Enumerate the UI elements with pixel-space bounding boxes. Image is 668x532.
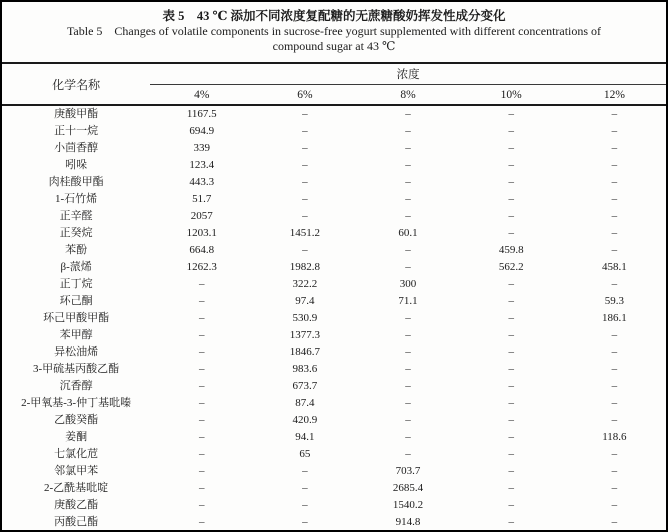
chemical-name-cell: 环己甲酸甲酯 <box>43 312 110 324</box>
table-row <box>2 378 666 395</box>
chemical-name-cell: 庚酸甲酯 <box>54 108 99 120</box>
value-cell: 1451.2 <box>289 227 321 239</box>
value-cell: – <box>405 159 411 171</box>
value-cell: 673.7 <box>292 380 318 392</box>
value-cell: – <box>302 108 308 120</box>
table-row <box>2 123 666 140</box>
value-cell: – <box>508 159 514 171</box>
table-row <box>2 259 666 276</box>
value-cell: – <box>302 159 308 171</box>
value-cell: – <box>405 431 411 443</box>
value-cell: 87.4 <box>295 397 315 409</box>
table-row <box>2 429 666 446</box>
table-row <box>2 497 666 514</box>
value-cell: – <box>611 244 618 256</box>
value-cell: 458.1 <box>602 261 627 273</box>
value-cell: 186.1 <box>602 312 627 324</box>
value-cell: – <box>199 295 205 307</box>
value-cell: – <box>302 210 308 222</box>
value-cell: – <box>405 363 411 375</box>
value-cell: – <box>302 193 308 205</box>
chemical-name-cell: 正丁烷 <box>59 278 93 290</box>
value-cell: 459.8 <box>498 244 524 256</box>
chemical-name-cell: 异松油烯 <box>54 346 99 358</box>
table-row <box>2 327 666 344</box>
chemical-name-cell: 小茴香醇 <box>54 142 99 154</box>
chemical-name-cell: 正辛醛 <box>59 210 93 222</box>
table-row <box>2 293 666 310</box>
value-cell: 123.4 <box>189 159 215 171</box>
value-cell: 664.8 <box>189 244 215 256</box>
value-cell: – <box>611 380 618 392</box>
chemical-name-cell: β-蒎烯 <box>60 261 92 273</box>
value-cell: – <box>508 125 514 137</box>
value-cell: – <box>611 482 618 494</box>
table-row <box>2 105 666 123</box>
value-cell: – <box>611 397 618 409</box>
chemical-name-cell: 庚酸乙酯 <box>54 499 99 511</box>
chemical-name-cell: 姜酮 <box>65 431 88 443</box>
table-row <box>2 157 666 174</box>
value-cell: – <box>508 397 514 409</box>
table-row <box>2 480 666 497</box>
value-cell: – <box>405 108 411 120</box>
table-row <box>2 395 666 412</box>
table-title-en-line2: compound sugar at 43 ℃ <box>272 39 396 53</box>
value-cell: 51.7 <box>192 193 212 205</box>
value-cell: – <box>199 346 205 358</box>
value-cell: 2057 <box>190 210 213 222</box>
table-row <box>2 344 666 361</box>
value-cell: – <box>199 448 205 460</box>
value-cell: – <box>508 482 514 494</box>
value-cell: – <box>199 278 205 290</box>
value-cell: – <box>508 329 514 341</box>
value-cell: – <box>405 193 411 205</box>
value-cell: – <box>508 363 514 375</box>
table-row <box>2 412 666 429</box>
value-cell: – <box>611 227 618 239</box>
value-cell: 59.3 <box>604 295 624 307</box>
value-cell: – <box>405 312 411 324</box>
value-cell: – <box>302 516 308 528</box>
value-cell: 1203.1 <box>186 227 217 239</box>
value-cell: – <box>199 499 205 511</box>
value-cell: – <box>302 244 308 256</box>
column-header-8pct: 8% <box>400 88 416 101</box>
value-cell: – <box>508 414 514 426</box>
chemical-name-cell: 肉桂酸甲酯 <box>48 176 104 188</box>
value-cell: 322.2 <box>292 278 318 290</box>
value-cell: 339 <box>193 142 211 154</box>
value-cell: 443.3 <box>189 176 215 188</box>
table-row <box>2 191 666 208</box>
value-cell: – <box>611 499 618 511</box>
chemical-name-cell: 乙酸癸酯 <box>54 414 99 426</box>
value-cell: 562.2 <box>498 261 524 273</box>
value-cell: – <box>199 397 205 409</box>
chemical-name-cell: 环己酮 <box>59 295 93 307</box>
chemical-name-cell: 2-甲氧基-3-仲丁基吡嗪 <box>21 397 132 409</box>
value-cell: 1982.8 <box>289 261 321 273</box>
value-cell: – <box>508 346 514 358</box>
value-cell: – <box>611 278 618 290</box>
value-cell: 1262.3 <box>186 261 217 273</box>
value-cell: 694.9 <box>189 125 215 137</box>
value-cell: – <box>508 499 514 511</box>
value-cell: 1377.3 <box>289 329 321 341</box>
value-cell: – <box>199 329 205 341</box>
table-row <box>2 446 666 463</box>
chemical-name-cell: 吲哚 <box>65 159 88 171</box>
value-cell: – <box>405 176 411 188</box>
value-cell: – <box>611 108 618 120</box>
chemical-name-cell: 苯甲醇 <box>59 329 93 341</box>
table-row <box>2 514 666 532</box>
chemical-name-cell: 1-石竹烯 <box>55 193 98 205</box>
volatile-components-table <box>2 62 666 532</box>
value-cell: – <box>405 346 411 358</box>
value-cell: – <box>508 210 514 222</box>
value-cell: – <box>611 329 618 341</box>
value-cell: – <box>199 363 205 375</box>
value-cell: – <box>199 482 205 494</box>
value-cell: – <box>302 142 308 154</box>
value-cell: – <box>508 193 514 205</box>
chemical-name-cell: 苯酚 <box>65 244 88 256</box>
chemical-name-cell: 七氯化苊 <box>54 448 99 460</box>
value-cell: – <box>302 465 308 477</box>
value-cell: 300 <box>399 278 417 290</box>
value-cell: – <box>508 227 514 239</box>
value-cell: – <box>508 108 514 120</box>
value-cell: – <box>508 516 514 528</box>
value-cell: 2685.4 <box>392 482 424 494</box>
group-header-row <box>2 63 666 85</box>
value-cell: – <box>611 363 618 375</box>
value-cell: – <box>508 431 514 443</box>
value-cell: – <box>405 397 411 409</box>
value-cell: – <box>508 380 514 392</box>
value-cell: – <box>302 125 308 137</box>
chemical-name-cell: 邻氯甲苯 <box>54 465 99 477</box>
table-row <box>2 310 666 327</box>
value-cell: – <box>508 465 514 477</box>
chemical-name-cell: 沉香醇 <box>59 380 93 392</box>
value-cell: – <box>508 278 514 290</box>
chemical-name-cell: 3-甲硫基丙酸乙酯 <box>33 363 120 375</box>
value-cell: 420.9 <box>292 414 318 426</box>
value-cell: – <box>611 125 618 137</box>
table-row <box>2 140 666 157</box>
value-cell: – <box>199 312 205 324</box>
column-header-6pct: 6% <box>297 88 313 101</box>
value-cell: – <box>405 210 411 222</box>
table-row <box>2 208 666 225</box>
value-cell: – <box>508 176 514 188</box>
value-cell: – <box>611 448 618 460</box>
value-cell: – <box>199 431 205 443</box>
table-body <box>2 105 666 532</box>
table-title-en-line1: Table 5 Changes of volatile components in sucrose-free yogurt supplemented with different concentrations of <box>66 24 602 38</box>
value-cell: – <box>199 465 205 477</box>
value-cell: – <box>302 499 308 511</box>
value-cell: 65 <box>299 448 311 460</box>
chemical-name-cell: 2-乙酰基吡啶 <box>44 482 109 494</box>
chemical-name-cell: 正癸烷 <box>59 227 93 239</box>
value-cell: – <box>405 448 411 460</box>
value-cell: – <box>405 414 411 426</box>
value-cell: 97.4 <box>295 295 315 307</box>
value-cell: – <box>508 295 514 307</box>
value-cell: – <box>508 312 514 324</box>
value-cell: – <box>405 142 411 154</box>
column-header-10pct: 10% <box>500 88 522 101</box>
table-row <box>2 242 666 259</box>
value-cell: – <box>405 329 411 341</box>
value-cell: – <box>611 346 618 358</box>
value-cell: 118.6 <box>602 431 627 443</box>
value-cell: – <box>302 176 308 188</box>
table-row <box>2 276 666 293</box>
value-cell: 60.1 <box>398 227 418 239</box>
value-cell: – <box>199 414 205 426</box>
table-row <box>2 463 666 480</box>
value-cell: 530.9 <box>292 312 318 324</box>
value-cell: 1167.5 <box>186 108 217 120</box>
column-header-chemical-name: 化学名称 <box>2 63 150 105</box>
value-cell: 71.1 <box>398 295 418 307</box>
value-cell: 703.7 <box>395 465 421 477</box>
value-cell: 94.1 <box>295 431 315 443</box>
value-cell: – <box>611 414 618 426</box>
value-cell: 983.6 <box>292 363 318 375</box>
value-cell: – <box>199 380 205 392</box>
value-cell: – <box>405 261 411 273</box>
column-group-header-concentration: 浓度 <box>150 63 666 85</box>
chemical-name-cell: 丙酸己酯 <box>54 516 99 528</box>
value-cell: – <box>405 125 411 137</box>
value-cell: – <box>405 244 411 256</box>
value-cell: – <box>611 176 618 188</box>
table-row <box>2 361 666 378</box>
value-cell: – <box>508 142 514 154</box>
value-cell: – <box>405 380 411 392</box>
column-header-12pct: 12% <box>603 88 625 101</box>
value-cell: – <box>611 465 618 477</box>
value-cell: – <box>611 210 618 222</box>
value-cell: 1846.7 <box>289 346 321 358</box>
value-cell: 914.8 <box>395 516 421 528</box>
table-row <box>2 225 666 242</box>
table-header <box>2 63 666 105</box>
value-cell: – <box>508 448 514 460</box>
value-cell: – <box>302 482 308 494</box>
table-row <box>2 174 666 191</box>
value-cell: – <box>611 516 618 528</box>
chemical-name-cell: 正十一烷 <box>54 125 99 137</box>
value-cell: – <box>611 142 618 154</box>
value-cell: – <box>199 516 205 528</box>
value-cell: 1540.2 <box>392 499 424 511</box>
table-title-zh: 表 5 43 ℃ 添加不同浓度复配糖的无蔗糖酸奶挥发性成分变化 <box>162 9 506 23</box>
value-cell: – <box>611 193 618 205</box>
column-header-4pct: 4% <box>194 88 210 101</box>
value-cell: – <box>611 159 618 171</box>
